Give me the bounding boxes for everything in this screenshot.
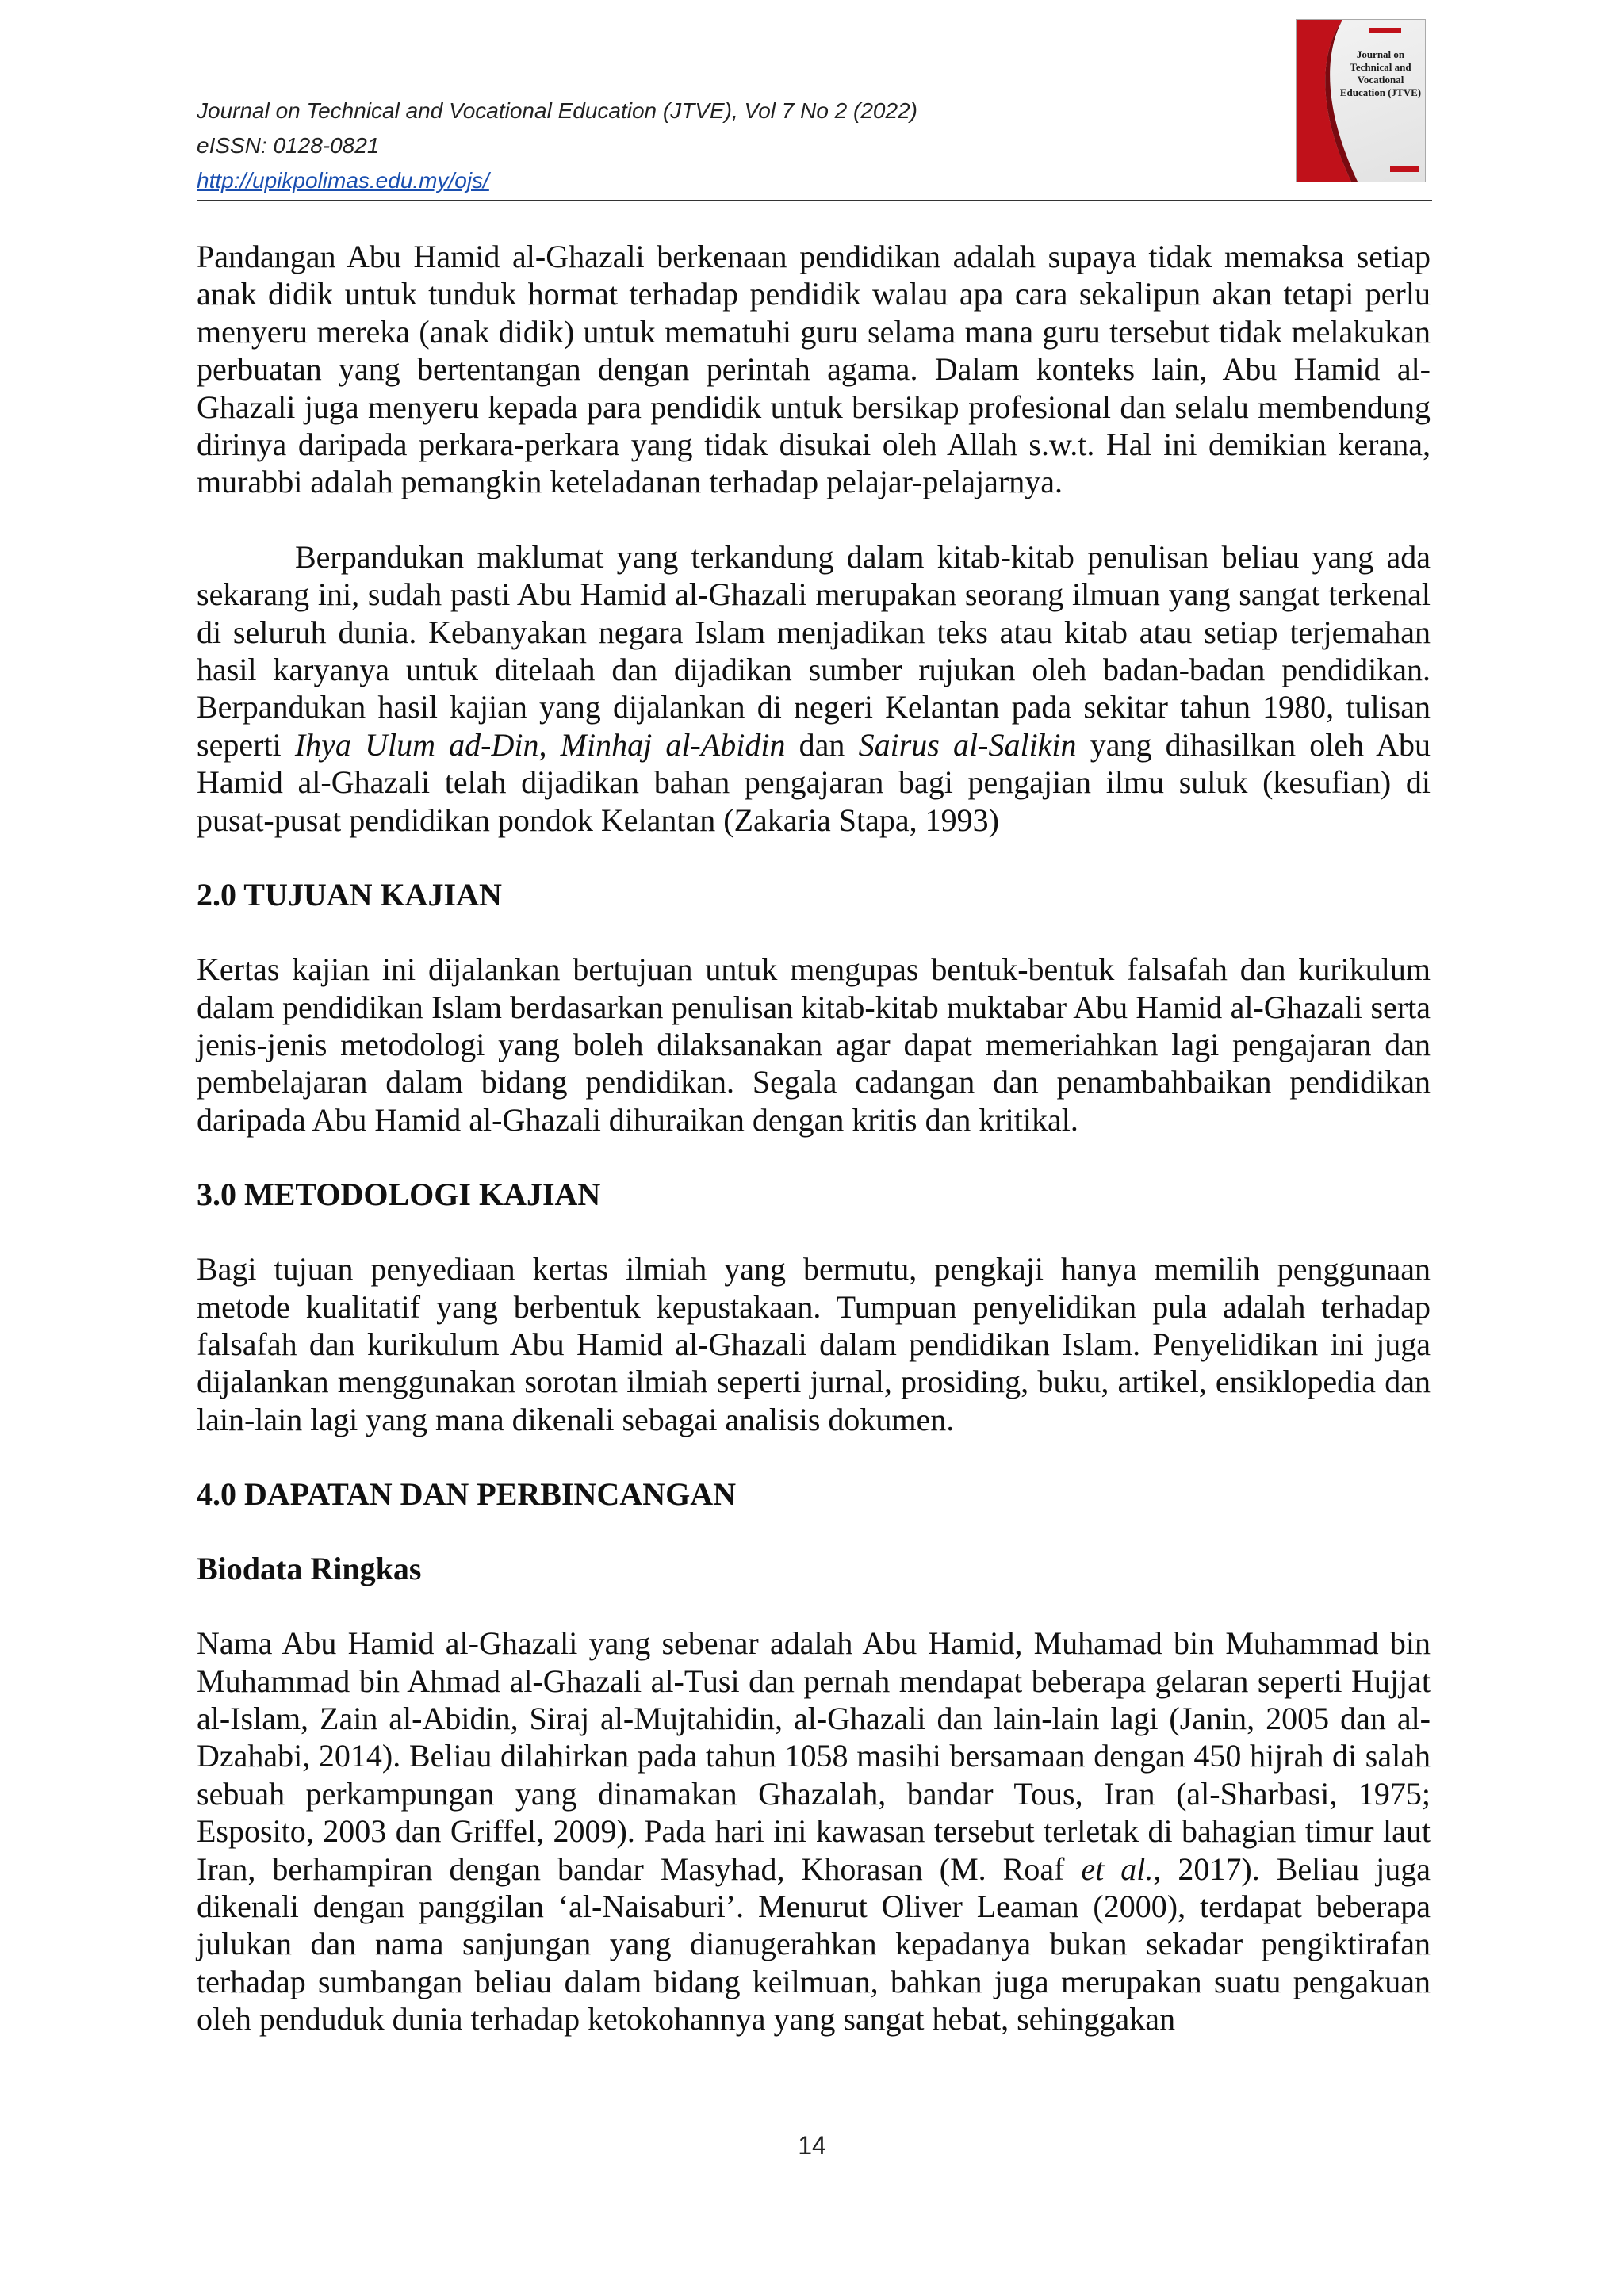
italic-title: Sairus al-Salikin [858,726,1077,763]
italic-title: Ihya Ulum ad-Din, Minhaj al-Abidin [294,726,786,763]
subsection-heading: Biodata Ringkas [197,1551,422,1587]
page-number: 14 [798,2131,826,2160]
journal-cover-image [1296,19,1426,182]
italic-text: et al., [1081,1850,1162,1887]
article-body [197,238,1431,2038]
paragraph: Nama Abu Hamid al-Ghazali yang sebenar adalah Abu Hamid, Muhamad bin Muhammad bin Muhammad bin Ahmad al-Ghazali al-Tusi dan pernah mendapat beberapa gelaran seperti Hujjat al-Islam, Zain al-Abidin, Siraj al-Mujtahidin, al-Ghazali dan lain-lain lagi (Janin, 2005 dan al-Dzahabi, 2014). Beliau dilahirkan pada tahun 1058 masihi bersamaan dengan 450 hijrah di salah sebuah perkampungan yang dinamakan Ghazalah, bandar Tous, Iran (al-Sharbasi, 1975; Esposito, 2003 dan Griffel, 2009). Pada hari ini kawasan tersebut terletak di bahagian timur laut Iran, berhampiran dengan bandar Masyhad, Khorasan (M. Roaf et al., 2017). Beliau juga dikenali dengan panggilan ‘al-Naisaburi’. Menurut Oliver Leaman (2000), terdapat beberapa julukan dan nama sanjungan yang dianugerahkan kepadanya bukan sekadar pengiktirafan terhadap sumbangan beliau dalam bidang keilmuan, bahkan juga merupakan suatu pengakuan oleh penduduk dunia terhadap ketokohannya yang sangat hebat, sehinggakan [197,1625,1431,2038]
section-heading: 2.0 TUJUAN KAJIAN [197,877,502,913]
page-header [197,94,1432,201]
journal-url-link[interactable]: http://upikpolimas.edu.my/ojs/ [197,168,489,193]
section-heading: 3.0 METODOLOGI KAJIAN [197,1177,601,1213]
journal-title: Journal on Technical and Vocational Education (JTVE), Vol 7 No 2 (2022) [197,98,917,123]
section-heading: 4.0 DAPATAN DAN PERBINCANGAN [197,1476,736,1513]
cover-swoosh-icon [1297,20,1426,182]
paragraph: Bagi tujuan penyediaan kertas ilmiah yang bermutu, pengkaji hanya memilih penggunaan metode kualitatif yang berbentuk kepustakaan. Tumpuan penyelidikan pula adalah terhadap falsafah dan kurikulum Abu Hamid al-Ghazali dalam pendidikan Islam. Penyelidikan ini juga dijalankan menggunakan sorotan ilmiah seperti jurnal, prosiding, buku, artikel, ensiklopedia dan lain-lain lagi yang mana dikenali sebagai analisis dokumen. [197,1251,1431,1437]
paragraph: Pandangan Abu Hamid al-Ghazali berkenaan pendidikan adalah supaya tidak memaksa setiap anak didik untuk tunduk hormat terhadap pendidik walau apa cara sekalipun akan tetapi perlu menyeru mereka (anak didik) untuk mematuhi guru selama mana guru tersebut tidak melakukan perbuatan yang bertentangan dengan perintah agama. Dalam konteks lain, Abu Hamid al-Ghazali juga menyeru kepada para pendidik untuk bersikap profesional dan selalu membendung dirinya daripada perkara-perkara yang tidak disukai oleh Allah s.w.t. Hal ini demikian kerana, murabbi adalah pemangkin keteladanan terhadap pelajar-pelajarnya. [197,239,1431,500]
cover-title: Journal on Technical and Vocational Education (JTVE) [1339,48,1422,98]
paragraph: Berpandukan maklumat yang terkandung dalam kitab-kitab penulisan beliau yang ada sekarang ini, sudah pasti Abu Hamid al-Ghazali merupakan seorang ilmuan yang sangat terkenal di seluruh dunia. Kebanyakan negara Islam menjadikan teks atau kitab atau setiap terjemahan hasil karyanya untuk ditelaah dan dijadikan sumber rujukan oleh badan-badan pendidikan. Berpandukan hasil kajian yang dijalankan di negeri Kelantan pada sekitar tahun 1980, tulisan seperti Ihya Ulum ad-Din, Minhaj al-Abidin dan Sairus al-Salikin yang dihasilkan oleh Abu Hamid al-Ghazali telah dijadikan bahan pengajaran bagi pengajian ilmu suluk (kesufian) di pusat-pusat pendidikan pondok Kelantan (Zakaria Stapa, 1993) [197,538,1431,838]
issn: eISSN: 0128-0821 [197,133,380,158]
paragraph: Kertas kajian ini dijalankan bertujuan untuk mengupas bentuk-bentuk falsafah dan kurikulum dalam pendidikan Islam berdasarkan penulisan kitab-kitab muktabar Abu Hamid al-Ghazali serta jenis-jenis metodologi yang boleh dilaksanakan agar dapat memeriahkan lagi pengajaran dan pembelajaran dalam bidang pendidikan. Segala cadangan dan penambahbaikan pendidikan daripada Abu Hamid al-Ghazali dihuraikan dengan kritis dan kritikal. [197,951,1431,1138]
